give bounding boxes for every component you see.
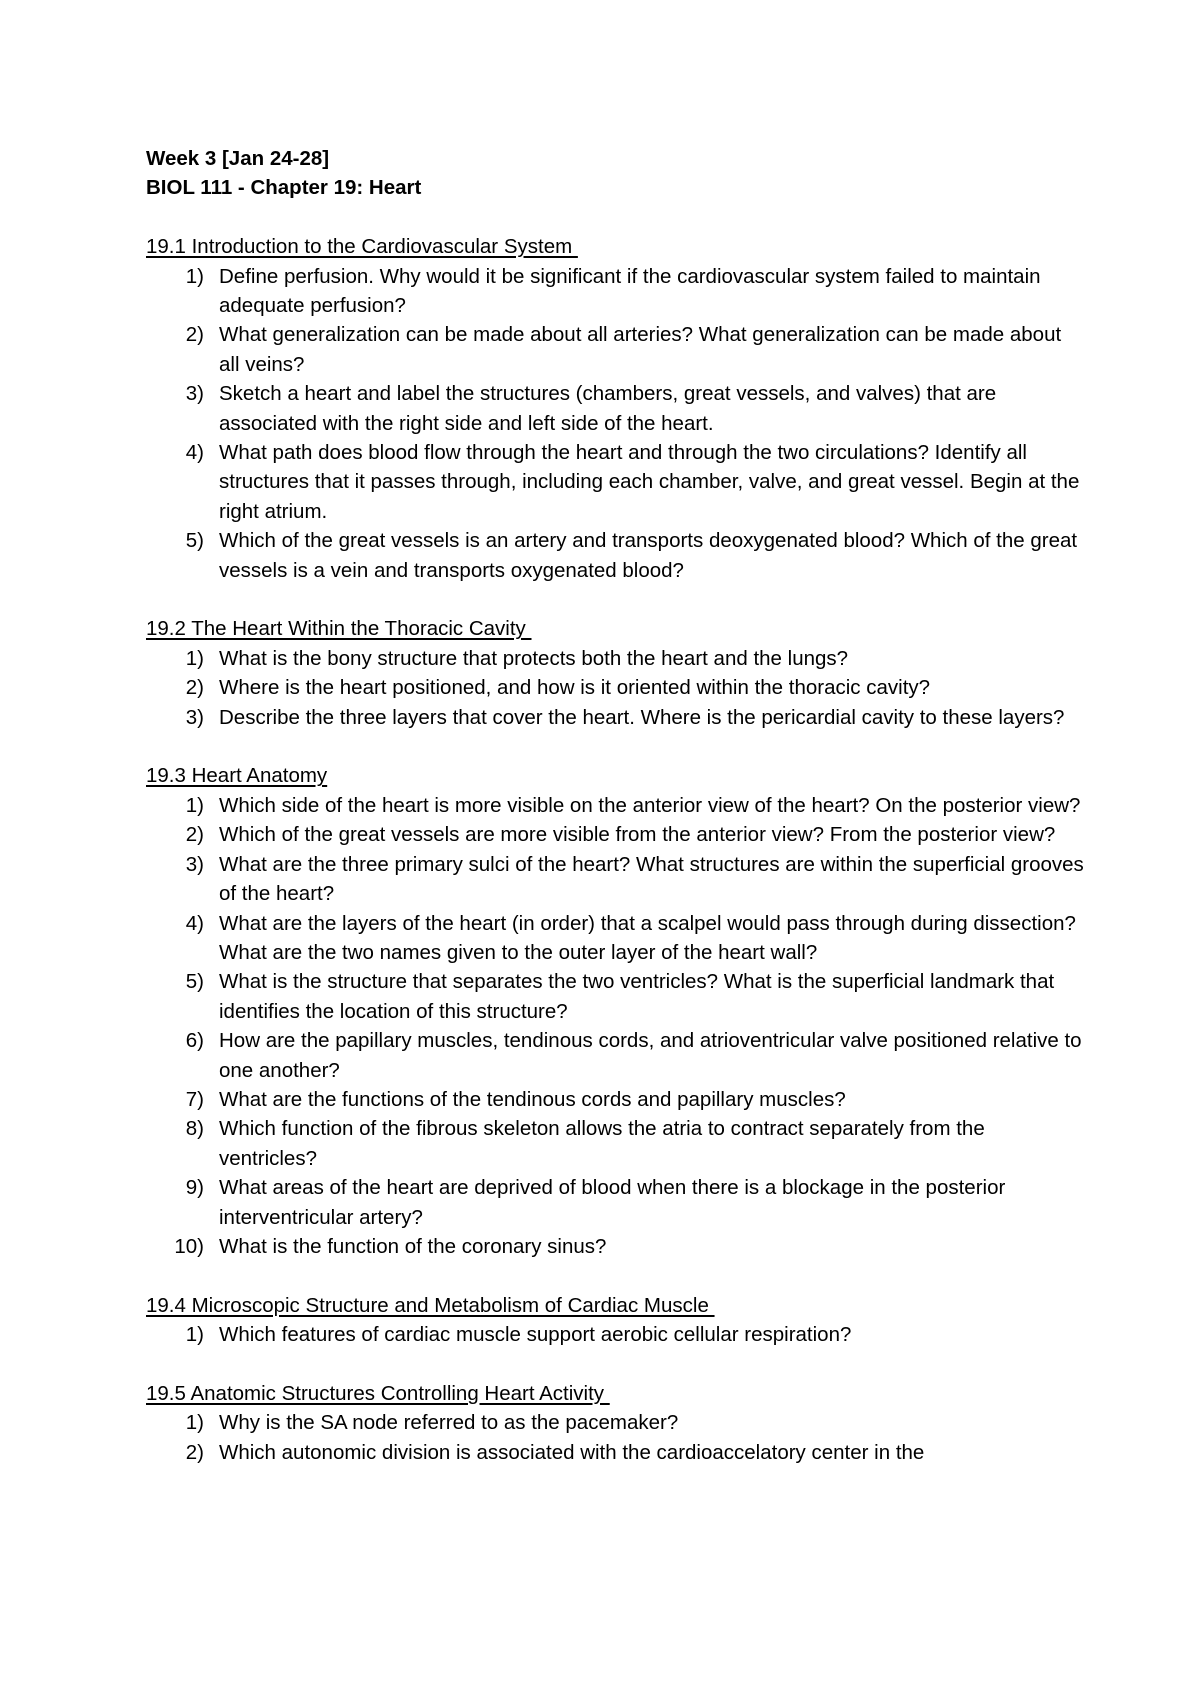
section-title: 19.4 Microscopic Structure and Metabolism of Cardiac Muscle (146, 1293, 715, 1317)
question-text: How are the papillary muscles, tendinous cords, and atrioventricular valve positioned relative to one another? (219, 1029, 1082, 1082)
question-text: Define perfusion. Why would it be significant if the cardiovascular system failed to maintain adequate perfusion? (219, 264, 1041, 318)
question-number: 2) (185, 676, 204, 700)
question-item (146, 262, 1086, 321)
question-number: 7) (185, 1087, 204, 1111)
question-item (146, 526, 1086, 585)
question-text: What is the bony structure that protects both the heart and the lungs? (219, 646, 849, 670)
section (146, 1379, 1086, 1467)
question-item (146, 1408, 1086, 1437)
question-list (146, 1408, 1086, 1467)
question-list (146, 644, 1086, 732)
question-text: Sketch a heart and label the structures (chambers, great vessels, and valves) that are associated with the right side and left side of the heart. (219, 382, 997, 435)
question-number: 3) (185, 852, 204, 876)
question-text: What are the functions of the tendinous cords and papillary muscles? (219, 1087, 846, 1111)
question-number: 5) (185, 970, 204, 994)
question-item (146, 1026, 1086, 1085)
question-number: 1) (185, 646, 204, 670)
section-title: 19.1 Introduction to the Cardiovascular System (146, 235, 578, 259)
question-text: Which features of cardiac muscle support aerobic cellular respiration? (219, 1323, 852, 1347)
document-page (146, 144, 1086, 1467)
question-item (146, 791, 1086, 820)
question-text: Which function of the fibrous skeleton allows the atria to contract separately from the ventricles? (219, 1117, 985, 1170)
question-list (146, 1320, 1086, 1349)
question-item (146, 967, 1086, 1026)
question-number: 8) (185, 1117, 204, 1141)
question-item (146, 1114, 1086, 1173)
question-number: 2) (185, 823, 204, 847)
sections-container (146, 232, 1086, 1467)
question-item (146, 850, 1086, 909)
question-text: What are the layers of the heart (in order) that a scalpel would pass through during dissection? What are the two names given to the outer layer of the heart wall? (219, 911, 1076, 964)
question-list (146, 791, 1086, 1262)
question-text: What is the structure that separates the two ventricles? What is the superficial landmark that identifies the location of this structure? (219, 970, 1055, 1023)
section-title: 19.5 Anatomic Structures Controlling Heart Activity (146, 1381, 610, 1405)
section-title: 19.2 The Heart Within the Thoracic Cavity (146, 617, 532, 641)
question-number: 5) (185, 529, 204, 553)
question-item (146, 644, 1086, 673)
question-number: 9) (185, 1176, 204, 1200)
section (146, 761, 1086, 1261)
question-text: Which autonomic division is associated with the cardioaccelatory center in the (219, 1440, 925, 1464)
question-number: 1) (185, 1323, 204, 1347)
question-number: 1) (185, 793, 204, 817)
section (146, 614, 1086, 732)
question-number: 1) (185, 1411, 204, 1435)
question-text: What is the function of the coronary sinus? (219, 1234, 607, 1258)
question-number: 1) (185, 264, 204, 288)
section-title: 19.3 Heart Anatomy (146, 764, 328, 788)
section (146, 232, 1086, 585)
question-text: Describe the three layers that cover the heart. Where is the pericardial cavity to these layers? (219, 705, 1065, 729)
question-number: 10) (174, 1234, 204, 1258)
section (146, 1291, 1086, 1350)
course-heading: BIOL 111 - Chapter 19: Heart (146, 176, 422, 200)
question-item (146, 438, 1086, 526)
question-item (146, 1438, 1086, 1467)
question-text: What areas of the heart are deprived of blood when there is a blockage in the posterior interventricular artery? (219, 1176, 1006, 1229)
question-text: What path does blood flow through the heart and through the two circulations? Identify all structures that it passes through, including each chamber, valve, and great vessel. Begin at the right atrium. (219, 441, 1080, 523)
question-list (146, 262, 1086, 585)
question-item (146, 379, 1086, 438)
question-text: What generalization can be made about all arteries? What generalization can be made about all veins? (219, 323, 1062, 376)
question-item (146, 909, 1086, 968)
question-text: Why is the SA node referred to as the pacemaker? (219, 1411, 679, 1435)
question-number: 6) (185, 1029, 204, 1053)
question-item (146, 1232, 1086, 1261)
question-item (146, 1173, 1086, 1232)
question-number: 4) (185, 911, 204, 935)
question-number: 4) (185, 441, 204, 465)
question-text: Which of the great vessels are more visible from the anterior view? From the posterior view? (219, 823, 1056, 847)
question-text: What are the three primary sulci of the heart? What structures are within the superficial grooves of the heart? (219, 852, 1084, 906)
question-number: 2) (185, 323, 204, 347)
week-heading: Week 3 [Jan 24-28] (146, 147, 330, 170)
question-item (146, 820, 1086, 849)
question-number: 3) (185, 382, 204, 406)
question-number: 3) (185, 705, 204, 729)
question-item (146, 1085, 1086, 1114)
question-item (146, 320, 1086, 379)
question-item (146, 673, 1086, 702)
question-item (146, 703, 1086, 732)
question-item (146, 1320, 1086, 1349)
question-text: Which of the great vessels is an artery and transports deoxygenated blood? Which of the great vessels is a vein and transports oxygenated blood? (219, 529, 1078, 582)
question-number: 2) (185, 1440, 204, 1464)
question-text: Where is the heart positioned, and how is it oriented within the thoracic cavity? (219, 676, 931, 700)
question-text: Which side of the heart is more visible on the anterior view of the heart? On the posterior view? (219, 793, 1081, 817)
